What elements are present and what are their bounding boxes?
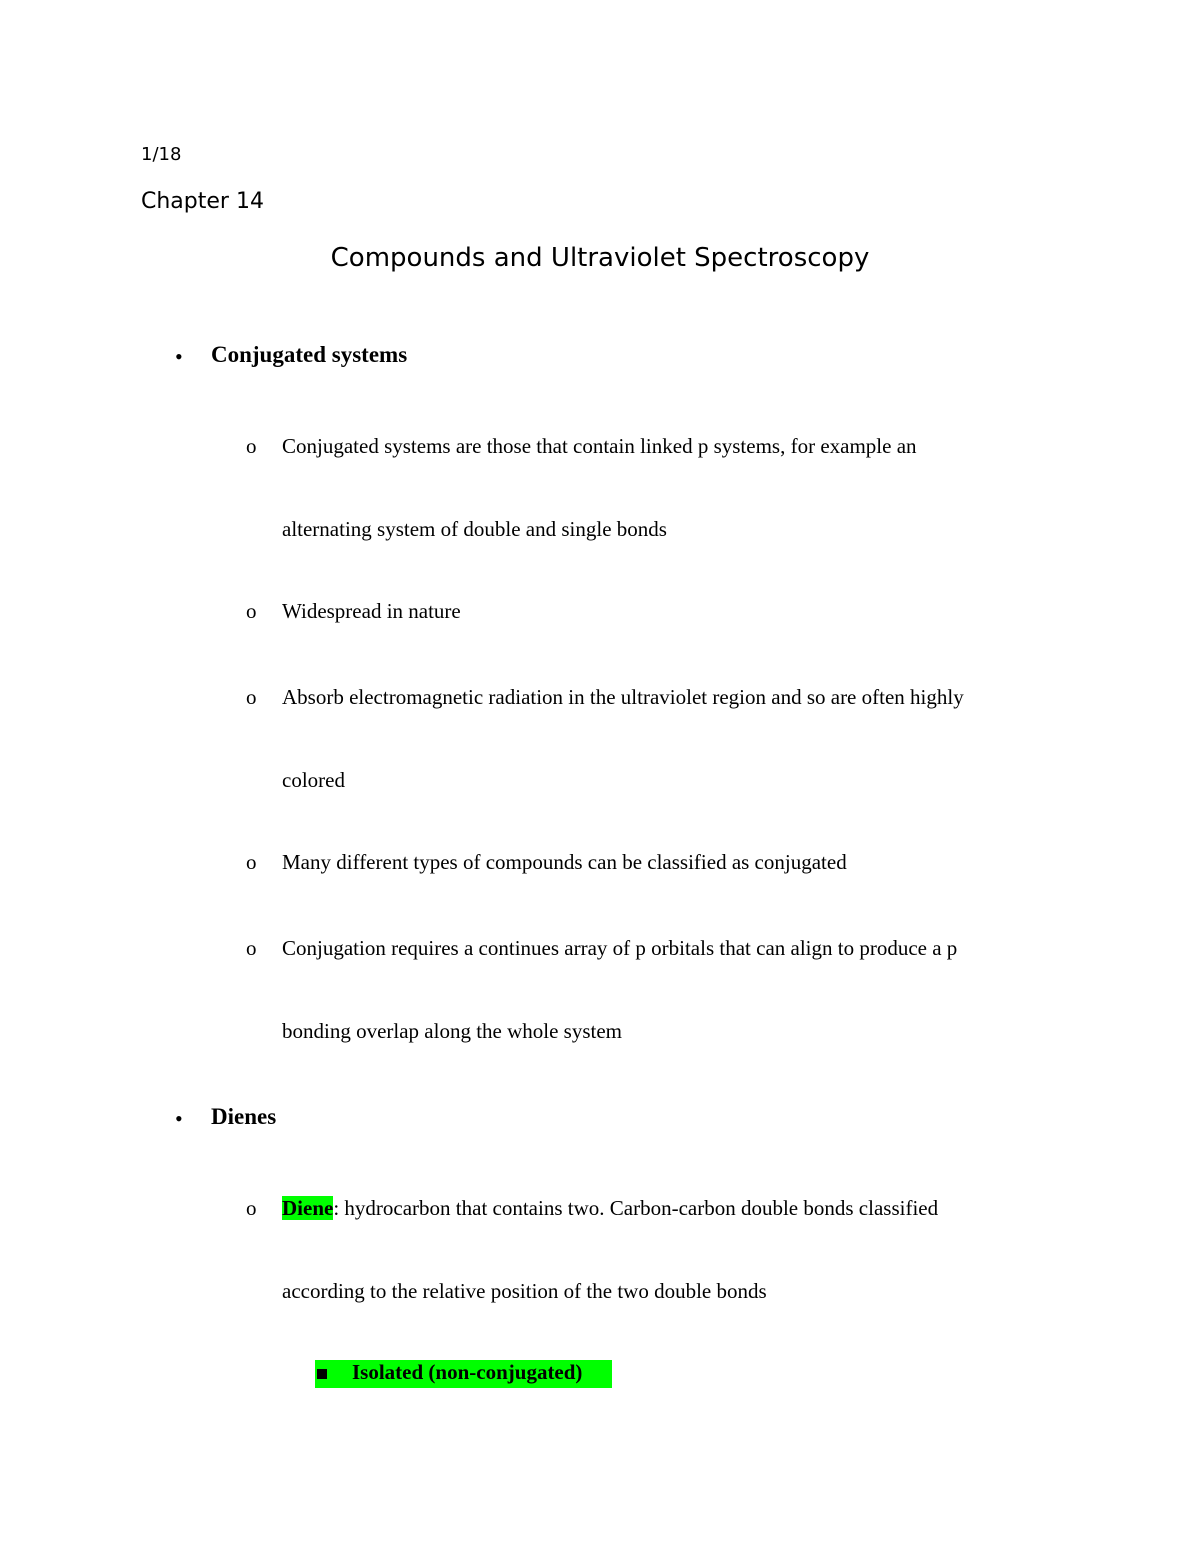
section-heading-conjugated-systems: Conjugated systems (211, 342, 408, 367)
list-item-line: colored (282, 768, 345, 792)
document-title: Compounds and Ultraviolet Spectroscopy (330, 243, 870, 273)
list-item-line: Widespread in nature (282, 599, 461, 623)
list-item-line: bonding overlap along the whole system (282, 1019, 623, 1043)
list-item-line: Conjugated systems are those that contain linked p systems, for example an (282, 434, 917, 458)
list-item-line: Absorb electromagnetic radiation in the ultraviolet region and so are often highly (282, 685, 964, 709)
highlighted-term-diene: Diene (282, 1196, 334, 1220)
list-item-line: according to the relative position of the two double bonds (282, 1279, 767, 1303)
diene-definition: : hydrocarbon that contains two. Carbon-carbon double bonds classified (333, 1196, 939, 1220)
page-date: 1/18 (141, 144, 182, 165)
section-heading-dienes: Dienes (211, 1104, 277, 1129)
list-item-line-diene (282, 1196, 938, 1221)
sub-bullet: o (246, 936, 257, 960)
sub-bullet: o (246, 685, 257, 709)
list-item-line: Many different types of compounds can be classified as conjugated (282, 850, 847, 874)
square-bullet (317, 1369, 327, 1379)
chapter-label: Chapter 14 (141, 189, 264, 214)
subitem-isolated-non-conjugated: Isolated (non-conjugated) (352, 1360, 583, 1384)
bullet-conjugated-systems: • (175, 344, 183, 369)
sub-bullet: o (246, 599, 257, 623)
list-item-line: alternating system of double and single bonds (282, 517, 667, 541)
bullet-dienes: • (175, 1106, 183, 1131)
sub-bullet: o (246, 434, 257, 458)
list-item-line: Conjugation requires a continues array of p orbitals that can align to produce a p (282, 936, 958, 960)
sub-bullet: o (246, 1196, 257, 1220)
sub-bullet: o (246, 850, 257, 874)
